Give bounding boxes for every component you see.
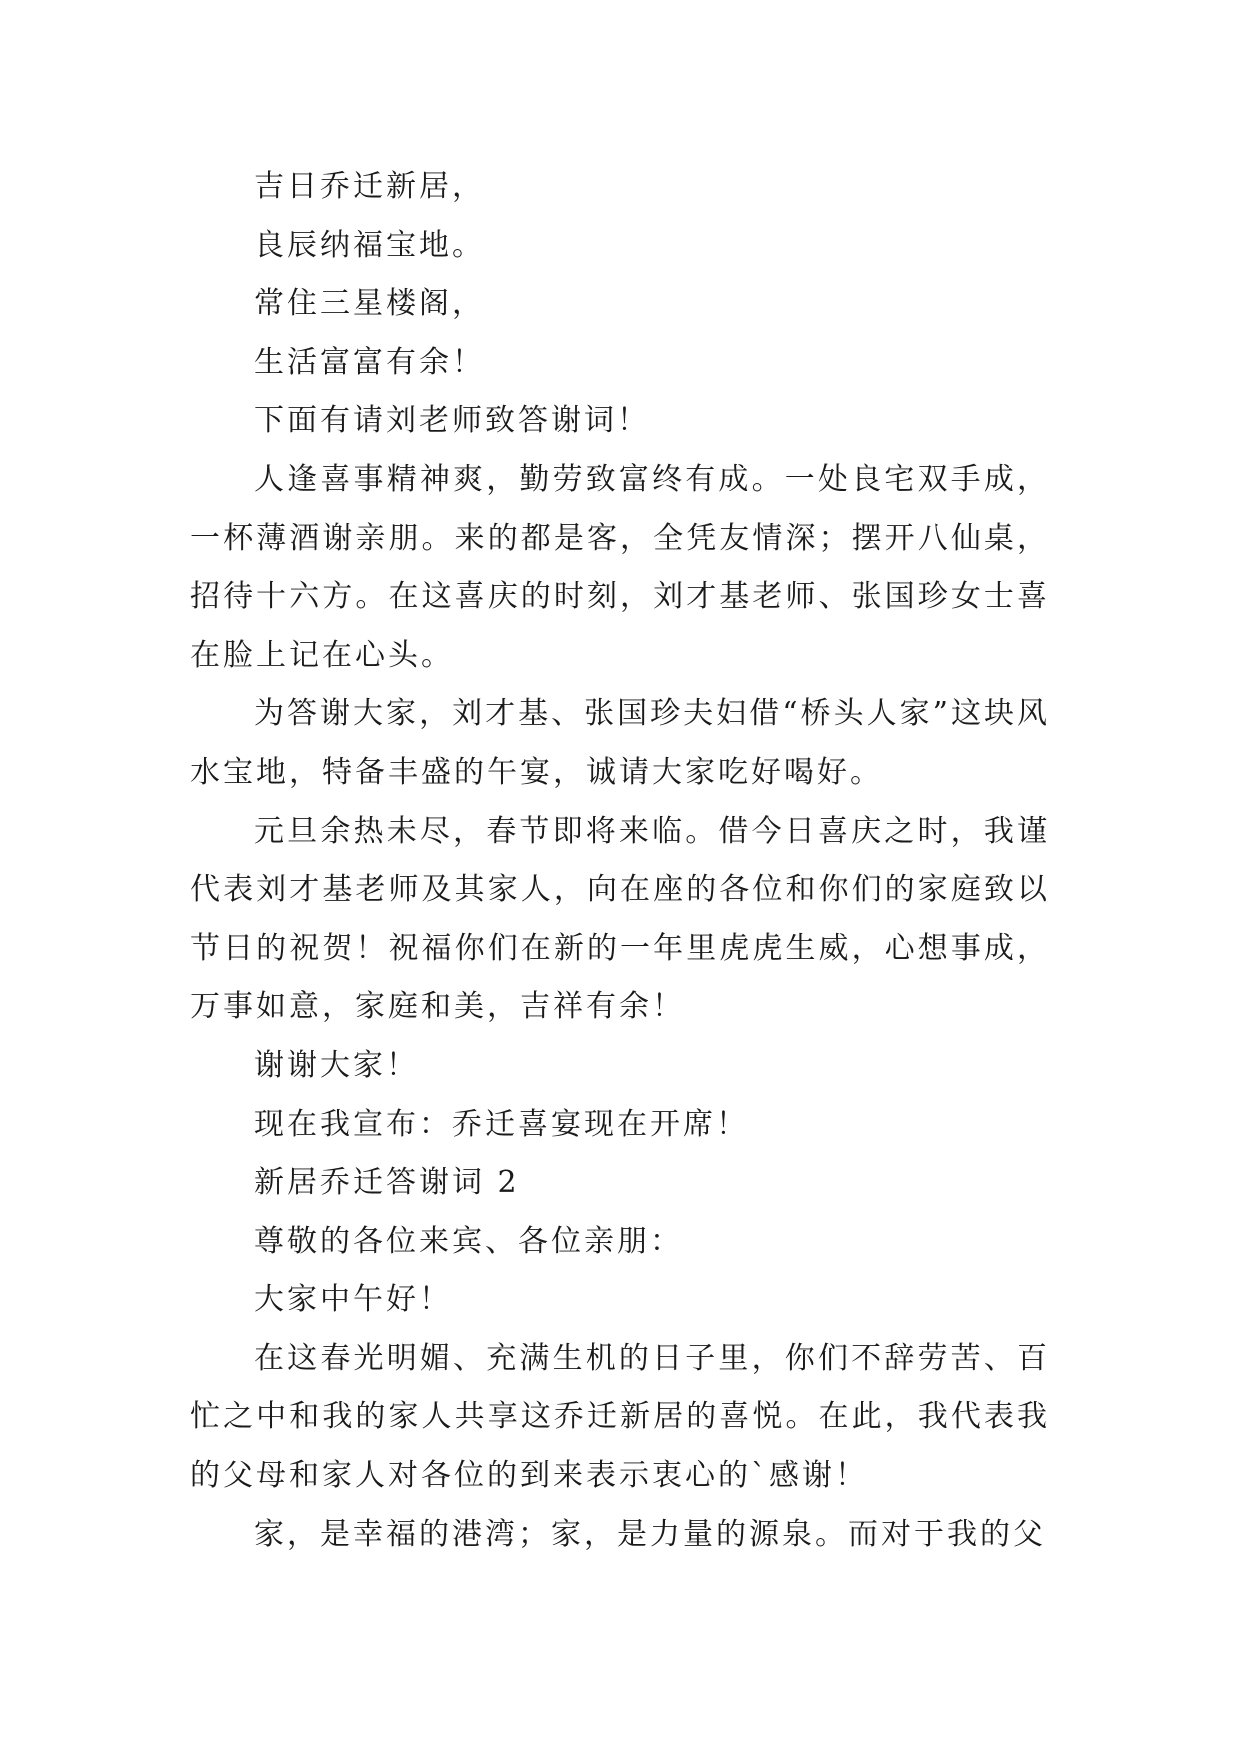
verse-line-4: 生活富富有余！ — [254, 344, 485, 380]
salutation: 尊敬的各位来宾、各位亲朋： — [254, 1223, 683, 1259]
paragraph-thanks-intro: 人逢喜事精神爽，勤劳致富终有成。一处良宅双手成，一杯薄酒谢亲朋。来的都是客，全凭友情深；摆开八仙桌，招待十六方。在这喜庆的时刻，刘才基老师、张国珍女士喜在脸上记在心头。 — [190, 461, 1050, 673]
thanks-line: 谢谢大家！ — [254, 1047, 419, 1083]
announcement-line: 现在我宣布：乔迁喜宴现在开席！ — [254, 1106, 749, 1142]
document-body — [190, 158, 1050, 1564]
verse-line-3: 常住三星楼阁， — [254, 286, 485, 322]
greeting: 大家中午好！ — [254, 1282, 452, 1318]
verse-line-2: 良辰纳福宝地。 — [254, 227, 485, 263]
section-heading: 新居乔迁答谢词 2 — [254, 1165, 520, 1201]
paragraph-home: 家，是幸福的港湾；家，是力量的源泉。而对于我的父 — [254, 1516, 1046, 1552]
verse-line-1: 吉日乔迁新居， — [254, 169, 485, 204]
paragraph-spring-thanks: 在这春光明媚、充满生机的日子里，你们不辞劳苦、百忙之中和我的家人共享这乔迁新居的喜悦。在此，我代表我的父母和家人对各位的到来表示衷心的`感谢！ — [190, 1340, 1050, 1494]
paragraph-banquet: 为答谢大家，刘才基、张国珍夫妇借“桥头人家”这块风水宝地，特备丰盛的午宴，诚请大家吃好喝好。 — [190, 696, 1050, 790]
invitation-line: 下面有请刘老师致答谢词！ — [254, 403, 650, 439]
paragraph-holiday-wishes: 元旦余热未尽，春节即将来临。借今日喜庆之时，我谨代表刘才基老师及其家人，向在座的各位和你们的家庭致以节日的祝贺！祝福你们在新的一年里虎虎生威，心想事成，万事如意，家庭和美，吉祥有余！ — [190, 813, 1050, 1025]
